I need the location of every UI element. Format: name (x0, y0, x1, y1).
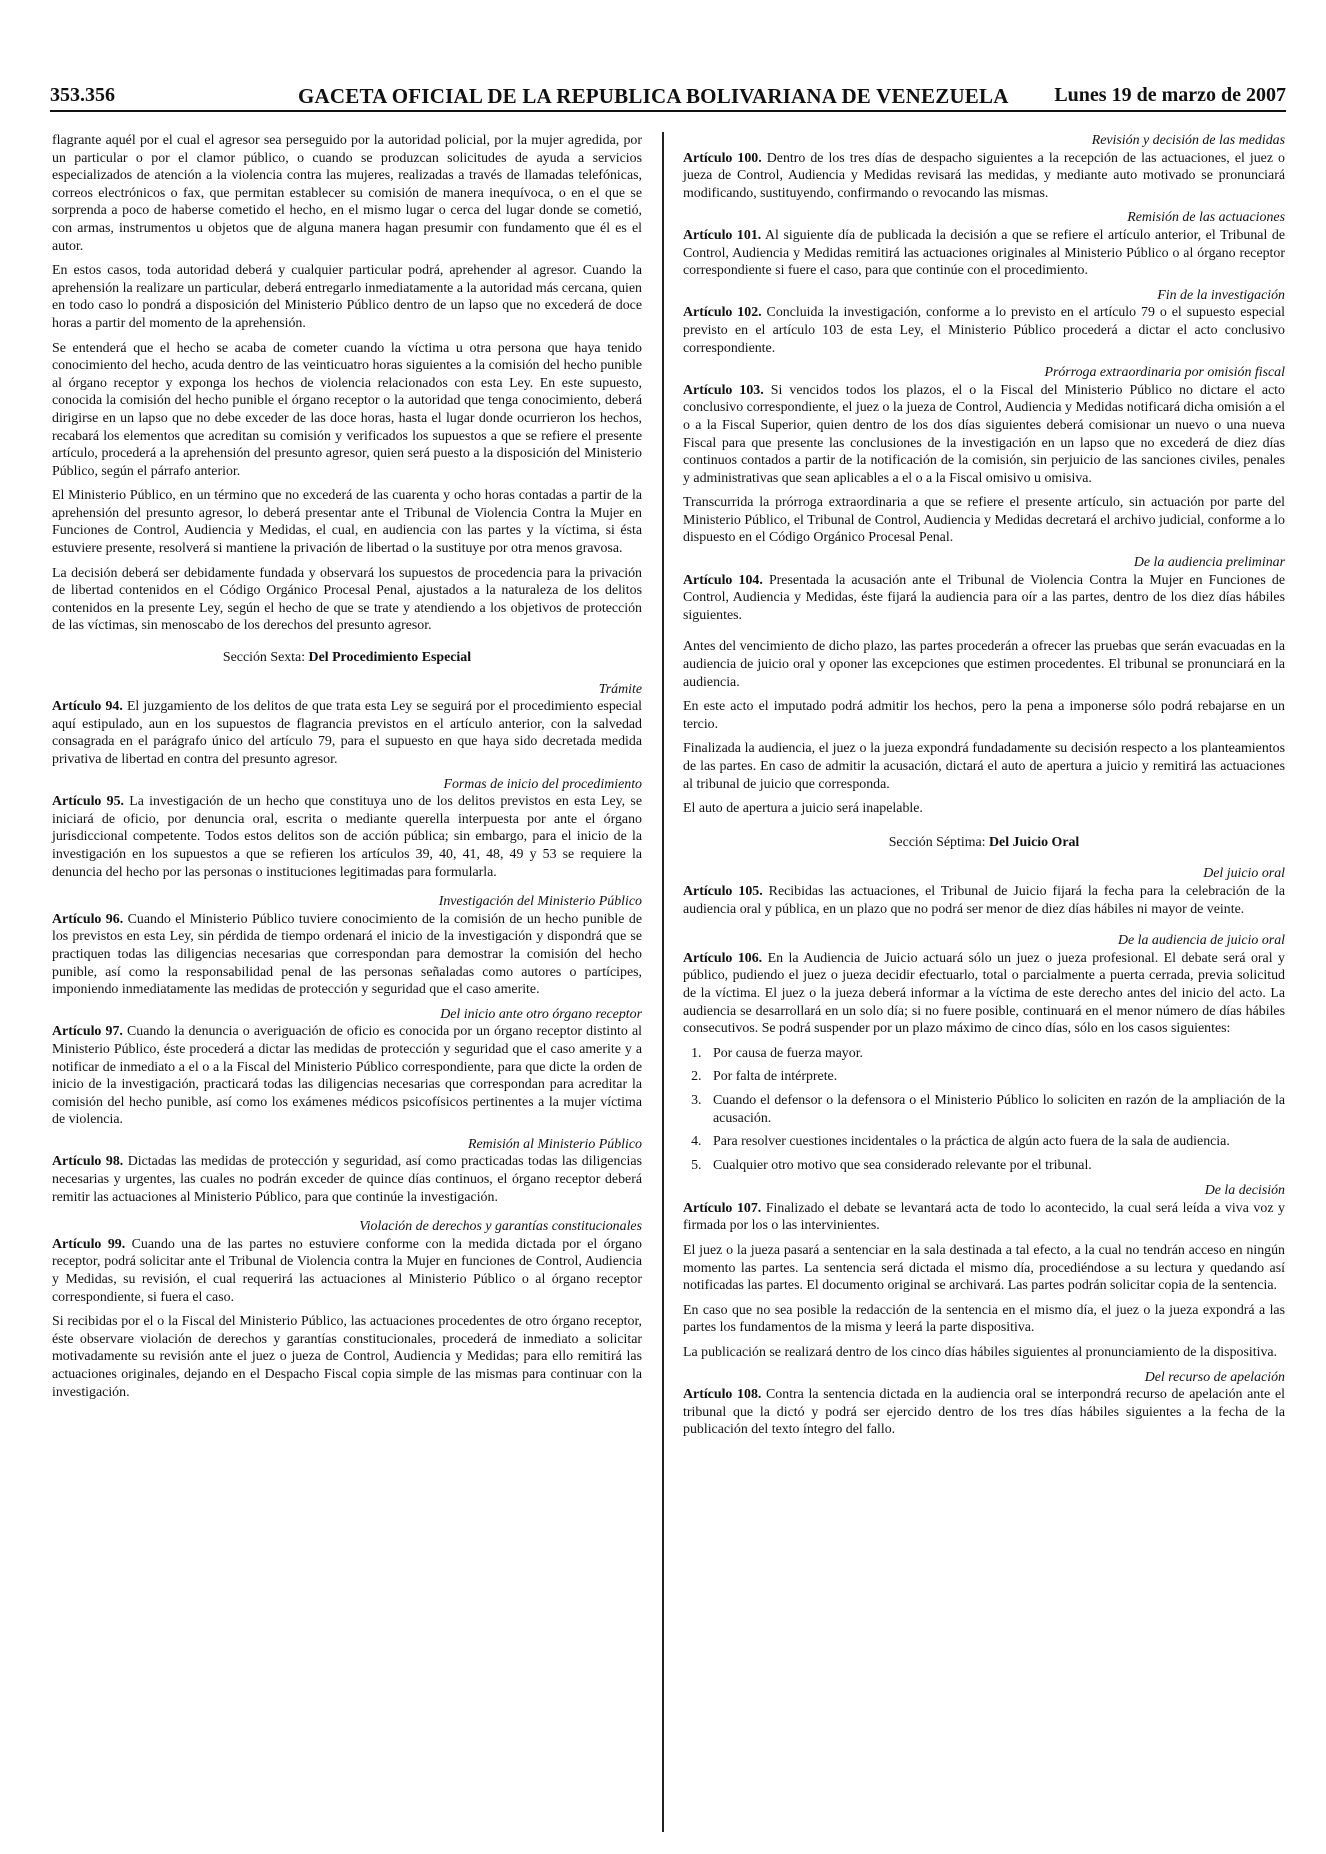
article-text: Cuando la denuncia o averiguación de oficio es conocida por un órgano receptor distinto al Ministerio Público, éste procederá a dictar las medidas de protección y seguridad que el caso amerite y a notificar de inmediato a el o a la Fiscal del Ministerio Público correspondiente, para que dicte la orden de inicio de la investigación, practicará todas las diligencias necesarias que correspondan para acreditar la comisión del hecho punible, así como los exámenes médicos psicofísicos pertinentes a la mujer víctima de violencia. (52, 1024, 642, 1128)
article-label: Artículo 106. (683, 950, 763, 966)
article-108 (683, 1386, 1285, 1439)
article-text: Al siguiente día de publicada la decisión a que se refiere el artículo anterior, el Tribunal de Control, Audiencia y Medidas remitirá las actuaciones originales al Ministerio Público o al órgano receptor correspondiente si fuere el caso, para que continúe con el procedimiento. (683, 227, 1285, 279)
article-106 (683, 950, 1285, 1038)
article-text: Presentada la acusación ante el Tribunal de Violencia Contra la Mujer en Funciones de Control, Audiencia y Medidas, éste fijará la audiencia para oír a las partes, dentro de los diez días hábiles siguientes. (683, 572, 1285, 623)
article-text: Cuando una de las partes no estuviere conforme con la medida dictada por el órgano receptor, podrá solicitar ante el Tribunal de Violencia contra la Mujer en funciones de Control, Audiencia y Medidas, su revisión, el cual requerirá las actuaciones al Ministerio Público o al órgano receptor correspondiente, si fuera el caso. (52, 1236, 642, 1305)
article-heading: Del recurso de apelación (1144, 1369, 1285, 1385)
paragraph: Transcurrida la prórroga extraordinaria a que se refiere el presente artículo, sin actuación por parte del Ministerio Público, el Tribunal de Control, Audiencia y Medidas decretará el archivo judicial, conforme a lo dispuesto en el Código Orgánico Procesal Penal. (683, 495, 1285, 546)
paragraph: flagrante aquél por el cual el agresor sea perseguido por la autoridad policial, por la mujer agredida, por un particular o por el clamor público, o cuando se produzcan solicitudes de ayuda a servicios especializados de atención a la violencia contra las mujeres, realizadas a través de llamadas telefónicas, correos electrónicos o fax, que permitan establecer su comisión de manera inequívoca, o en el que se sorprenda a poco de haberse cometido el hecho, en el mismo lugar o cerca del lugar donde se cometió, con armas, instrumentos u objetos que de alguna manera hagan presumir con fundamento que él es el autor. (52, 133, 642, 254)
article-label: Artículo 97. (52, 1024, 123, 1040)
paragraph: Antes del vencimiento de dicho plazo, las partes procederán a ofrecer las pruebas que serán evacuadas en la audiencia de juicio oral y oponer las excepciones que estimen procedentes. El tribunal se pronunciará en la audiencia. (683, 639, 1285, 690)
paragraph: Finalizada la audiencia, el juez o la jueza expondrá fundadamente su decisión respecto a los planteamientos de las partes. En caso de admitir la acusación, dictará el auto de apertura a juicio y remitirá las actuaciones al tribunal de juicio que corresponda. (683, 741, 1285, 792)
article-101 (683, 227, 1285, 280)
article-102 (683, 304, 1285, 357)
article-text: Concluida la investigación, conforme a lo previsto en el artículo 79 o el supuesto especial previsto en el artículo 103 de esta Ley, el Ministerio Público procederá a dictar el acto conclusivo correspondiente. (683, 305, 1285, 356)
paragraph: Se entenderá que el hecho se acaba de cometer cuando la víctima u otra persona que haya tenido conocimiento del hecho, acuda dentro de las veinticuatro horas siguientes a la comisión del hecho punible al órgano receptor y exponga los hechos de violencia relacionados con esta Ley. En este supuesto, conocida la comisión del hecho punible el órgano receptor o la autoridad que tenga conocimiento, deberá dirigirse en un lapso que no debe exceder de las doce horas, hasta el lugar donde ocurrieron los hechos, recabará los elementos que acreditan su comisión y verificados los supuestos a que se refiere el presente artículo, procederá a la aprehensión del presunto agresor, quien será puesto a la disposición del Ministerio Público, según el párrafo anterior. (52, 340, 642, 479)
gazette-header (50, 84, 1286, 112)
paragraph: La decisión deberá ser debidamente fundada y observará los supuestos de procedencia para la privación de libertad contenidos en el Código Orgánico Procesal Penal, ajustados a la naturaleza de los delitos contenidos en la presente Ley, según el hecho de que se trate y atendiendo a los objetivos de protección de las víctimas, sin menoscabo de los derechos del presunto agresor. (52, 565, 642, 634)
article-text: La investigación de un hecho que constituya uno de los delitos previstos en esta Ley, se iniciará de oficio, por denuncia oral, escrita o mediante querella interpuesta por ante el órgano jurisdiccional competente. Todos estos delitos son de acción pública; sin embargo, para el inicio de la investigación en los supuestos a que se refieren los artículos 39, 40, 41, 48, 49 y 53 se requiere la denuncia del hecho por las personas o instituciones legitimadas para formularla. (52, 794, 642, 880)
article-text: El juzgamiento de los delitos de que trata esta Ley se seguirá por el procedimiento especial aquí estipulado, aun en los supuestos de flagrancia previstos en el artículo anterior, con la salvedad consagrada en el parágrafo único del artículo 79, para el supuesto en que haya sido decretada medida privativa de libertad en contra del presunto agresor. (52, 699, 642, 767)
page-number: 353.356 (50, 84, 115, 106)
right-column (683, 132, 1285, 1446)
left-column (52, 132, 642, 1408)
article-94 (52, 698, 642, 768)
list-item: 4. Para resolver cuestiones incidentales o la práctica de algún acto fuera de la sala de audiencia. (705, 1133, 1285, 1151)
article-text: Dictadas las medidas de protección y seguridad, así como practicadas todas las diligencias necesarias y urgentes, las cuales no podrán exceder de quince días continuos, el órgano receptor deberá remitir las actuaciones al Ministerio Público, para que continúe la investigación. (52, 1154, 642, 1205)
section-heading (52, 649, 642, 667)
article-label: Artículo 99. (52, 1236, 126, 1252)
article-107 (683, 1200, 1285, 1235)
article-96 (52, 911, 642, 999)
article-heading: Trámite (598, 681, 642, 697)
issue-date: Lunes 19 de marzo de 2007 (1054, 84, 1286, 106)
list-item: 2. Por falta de intérprete. (705, 1068, 1285, 1086)
article-label: Artículo 108. (683, 1387, 762, 1403)
list-item: 1. Por causa de fuerza mayor. (705, 1045, 1285, 1063)
article-heading: Remisión de las actuaciones (1127, 210, 1285, 226)
article-heading: De la decisión (1204, 1183, 1285, 1199)
article-label: Artículo 107. (683, 1200, 762, 1216)
article-95 (52, 793, 642, 881)
article-text: Contra la sentencia dictada en la audiencia oral se interpondrá recurso de apelación ante el tribunal que la dictó y podrá ser ejercido dentro de los tres días hábiles siguientes a la fecha de la publicación del texto íntegro del fallo. (683, 1387, 1285, 1438)
article-99 (52, 1236, 642, 1306)
article-text: Dentro de los tres días de despacho siguientes a la recepción de las actuaciones, el juez o jueza de Control, Audiencia y Medidas revisará las medidas, y mediante auto motivado se pronunciará modificando, sustituyendo, confirmando o revocando las mismas. (683, 150, 1285, 201)
article-label: Artículo 96. (52, 911, 124, 927)
article-heading: De la audiencia preliminar (1133, 555, 1285, 571)
article-label: Artículo 95. (52, 794, 124, 810)
article-heading: Investigación del Ministerio Público (438, 894, 642, 910)
article-text: En la Audiencia de Juicio actuará sólo un juez o jueza profesional. El debate será oral y público, pudiendo el juez o jueza decidir efectuarlo, total o parcialmente a puerta cerrada, previa solicitud de la víctima. El juez o la jueza deberá informar a la víctima de este derecho antes del inicio del acto. La audiencia se desarrollará en un solo día; si no fuere posible, continuará en el menor número de días hábiles consecutivos. Se podrá suspender por un plazo máximo de cinco días, sólo en los casos siguientes: (683, 950, 1285, 1037)
list-item: 3. Cuando el defensor o la defensora o el Ministerio Público lo soliciten en razón de la ampliación de la acusación. (705, 1092, 1285, 1127)
paragraph: En estos casos, toda autoridad deberá y cualquier particular podrá, aprehender al agresor. Cuando la aprehensión la realizare un particular, deberá entregarlo inmediatamente a la autoridad más cercana, quien en todo caso lo pondrá a disposición del Ministerio Público dentro de un lapso que no excederá de doce horas a partir del momento de la aprehensión. (52, 263, 642, 331)
article-heading: Revisión y decisión de las medidas (1091, 133, 1285, 148)
paragraph: En caso que no sea posible la redacción de la sentencia en el mismo día, el juez o la jueza expondrá a las partes los fundamentos de la misma y leerá la parte dispositiva. (683, 1302, 1285, 1336)
article-text: Recibidas las actuaciones, el Tribunal de Juicio fijará la fecha para la celebración de la audiencia oral y pública, en un plazo que no podrá ser menor de diez días hábiles ni mayor de veinte. (683, 883, 1285, 917)
article-label: Artículo 105. (683, 883, 763, 899)
article-label: Artículo 102. (683, 305, 762, 321)
article-label: Artículo 101. (683, 227, 762, 243)
article-heading: Remisión al Ministerio Público (468, 1136, 642, 1152)
article-98 (52, 1153, 642, 1206)
article-heading: Formas de inicio del procedimiento (443, 776, 642, 792)
article-heading: Violación de derechos y garantías constitucionales (359, 1219, 642, 1235)
article-text: Finalizado el debate se levantará acta de todo lo acontecido, la cual será leída a viva voz y firmada por los o las intervinientes. (683, 1200, 1286, 1234)
paragraph: El juez o la jueza pasará a sentenciar en la sala destinada a tal efecto, a la cual no tendrán acceso en ningún momento las partes. La sentencia será dictada el mismo día, procediéndose a su lectura y quedando así notificadas las partes. El documento original se archivará. Las partes podrán solicitar copia de la sentencia. (683, 1243, 1285, 1294)
article-103 (683, 382, 1285, 488)
article-heading: De la audiencia de juicio oral (1117, 933, 1285, 949)
section-prefix: Sección Sexta: (222, 650, 309, 666)
article-label: Artículo 103. (683, 382, 764, 398)
paragraph: En este acto el imputado podrá admitir los hechos, pero la pena a imponerse sólo podrá rebajarse en un tercio. (683, 699, 1285, 732)
paragraph: Si recibidas por el o la Fiscal del Ministerio Público, las actuaciones procedentes de otro órgano receptor, éste observare violación de derechos y garantías constitucionales, procederá de inmediato a solicitar motivadamente su revisión ante el juez o jueza de Control, Audiencia y Medidas; para ello remitirá las actuaciones originales, dejando en el Despacho Fiscal copia simple de las mismas para continuar con la investigación. (52, 1314, 642, 1400)
article-label: Artículo 94. (52, 699, 123, 715)
paragraph: El auto de apertura a juicio será inapelable. (683, 801, 923, 817)
article-heading: Del inicio ante otro órgano receptor (440, 1006, 642, 1022)
section-title: Del Juicio Oral (989, 834, 1080, 850)
section-title: Del Procedimiento Especial (308, 650, 472, 666)
suspension-list (683, 1045, 1285, 1175)
list-item: 5. Cualquier otro motivo que sea considerado relevante por el tribunal. (705, 1157, 1285, 1175)
paragraph: El Ministerio Público, en un término que no excederá de las cuarenta y ocho horas contadas a partir de la aprehensión del presunto agresor, lo deberá presentar ante el Tribunal de Violencia Contra la Mujer en Funciones de Control, Audiencia y Medidas, el cual, en audiencia con las partes y la víctima, si ésta estuviere presente, resolverá si mantiene la privación de libertad o la sustituye por otra menos gravosa. (52, 488, 642, 557)
article-label: Artículo 104. (683, 572, 763, 588)
article-heading: Fin de la investigación (1157, 287, 1285, 303)
article-97 (52, 1023, 642, 1129)
article-text: Si vencidos todos los plazos, el o la Fiscal del Ministerio Público no dictare el acto conclusivo correspondiente, el juez o la jueza de Control, Audiencia y Medidas notificará dicha omisión a el o a la Fiscal Superior, quien dentro de los dos días siguientes deberá comisionar un nuevo o una nueva Fiscal para que presente las conclusiones de la investigación en un lapso que no excederá de diez días continuos contados a partir de la notificación de la comisión, sin perjuicio de las sanciones civiles, penales y administrativas que sean aplicables a el o a la Fiscal omisivo u omisiva. (683, 382, 1285, 486)
gazette-title: GACETA OFICIAL DE LA REPUBLICA BOLIVARIANA DE VENEZUELA (298, 84, 1009, 108)
article-text: Cuando el Ministerio Público tuviere conocimiento de la comisión de un hecho punible de los previstos en esta Ley, sin pérdida de tiempo ordenará el inicio de la investigación y dispondrá que se practiquen todas las diligencias necesarias que correspondan para demostrar la comisión del hecho punible, así como la responsabilidad penal de las personas señaladas como autores o partícipes, imponiendo inmediatamente las medidas de protección y seguridad que el caso amerite. (52, 911, 643, 998)
article-100 (683, 150, 1285, 203)
article-label: Artículo 100. (683, 150, 762, 166)
article-heading: Prórroga extraordinaria por omisión fiscal (1044, 365, 1285, 381)
section-heading (683, 834, 1285, 852)
article-105 (683, 883, 1285, 918)
section-prefix: Sección Séptima: (888, 834, 990, 850)
article-heading: Del juicio oral (1203, 866, 1285, 882)
column-divider (662, 132, 664, 1832)
article-label: Artículo 98. (52, 1154, 124, 1170)
paragraph: La publicación se realizará dentro de los cinco días hábiles siguientes al pronunciamiento de la dispositiva. (683, 1345, 1278, 1361)
article-104 (683, 572, 1285, 625)
